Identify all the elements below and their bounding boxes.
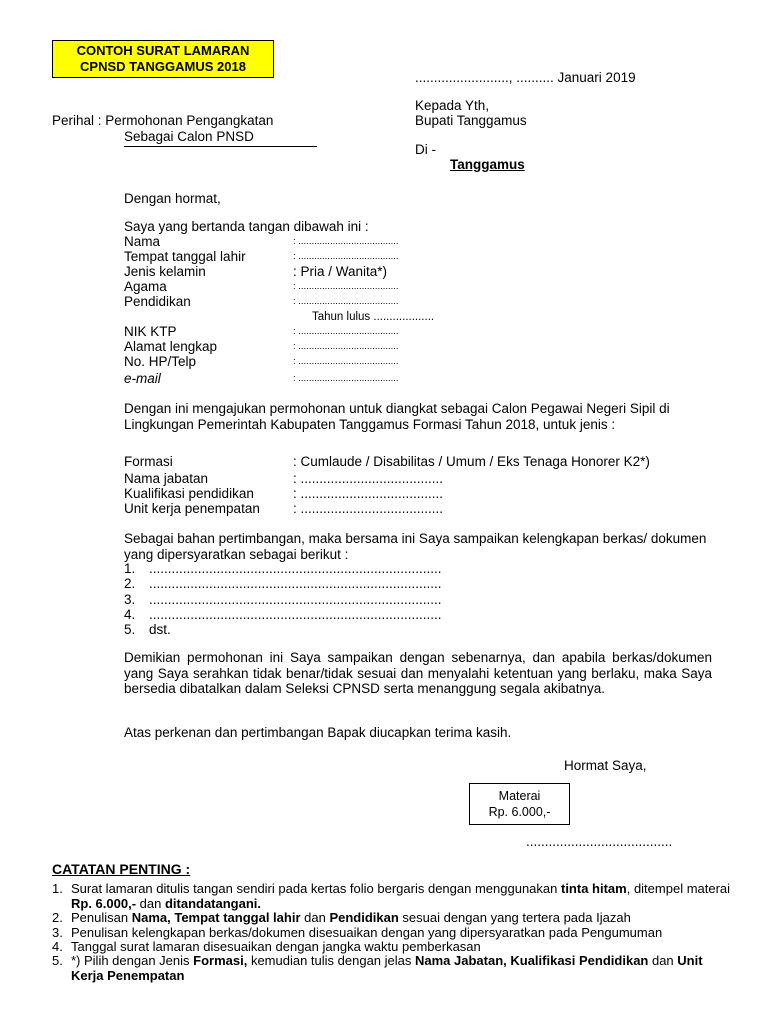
- note-text: [71, 954, 732, 983]
- note-number: 4.: [52, 939, 63, 954]
- recipient-line-3: Di -: [415, 142, 436, 157]
- field-label: e-mail: [124, 371, 161, 386]
- note-text-part: sesuai dengan yang tertera pada Ijazah: [398, 910, 631, 925]
- note-item: [52, 911, 732, 926]
- note-text: [71, 882, 732, 911]
- field-label: Nama: [124, 234, 161, 249]
- position-field-label: Kualifikasi pendidikan: [124, 486, 254, 501]
- field-label: Alamat lengkap: [124, 339, 218, 354]
- stamp-line-1: Materai: [498, 789, 541, 803]
- field-label: NIK KTP: [124, 324, 177, 339]
- field-value: : ......................................: [293, 341, 399, 352]
- recipient-line-2: Bupati Tanggamus: [415, 113, 527, 128]
- note-text-part: *) Pilih dengan Jenis: [71, 953, 194, 968]
- field-label: Agama: [124, 279, 167, 294]
- note-text-part: Unit Kerja Penempatan: [71, 953, 703, 983]
- attachments-intro: Sebagai bahan pertimbangan, maka bersama ini Saya sampaikan kelengkapan berkas/ dokumen yang dipersyaratkan sebagai berikut :: [124, 531, 707, 562]
- position-field-label: Nama jabatan: [124, 471, 209, 486]
- note-text-part: Pendidikan: [329, 910, 399, 925]
- attachment-text: dst.: [149, 622, 171, 637]
- thanks-text: Atas perkenan dan pertimbangan Bapak diucapkan terima kasih.: [124, 725, 512, 740]
- field-value: : ......................................: [293, 236, 399, 247]
- field-value: : ......................................: [293, 251, 399, 262]
- note-text-part: , ditempel materai: [626, 881, 731, 896]
- field-value: : ......................................: [293, 281, 399, 292]
- request-paragraph: Dengan ini mengajukan permohonan untuk diangkat sebagai Calon Pegawai Negeri Sipil di Lingkungan Pemerintah Kabupaten Tanggamus Formasi Tahun 2018, untuk jenis :: [124, 401, 670, 432]
- date-line: ........................., .......... Januari 2019: [415, 70, 636, 85]
- position-field-label: Unit kerja penempatan: [124, 501, 260, 516]
- subject-label: Perihal : Permohonan Pengangkatan: [52, 113, 274, 128]
- note-text-part: Surat lamaran ditulis tangan sendiri pada kertas folio bergaris dengan menggunakan: [71, 881, 561, 896]
- position-field-value: : ......................................: [293, 501, 444, 516]
- subject-underline: [124, 146, 317, 147]
- position-field-value: : Cumlaude / Disabilitas / Umum / Eks Tenaga Honorer K2*): [293, 454, 650, 469]
- field-value: Tahun lulus ...................: [312, 311, 435, 323]
- note-text-part: Rp. 6.000,-: [71, 895, 137, 911]
- greeting: Dengan hormat,: [124, 191, 221, 206]
- note-text-part: Penulisan kelengkapan berkas/dokumen disesuaikan dengan yang dipersyaratkan pada Pengumuman: [71, 925, 663, 940]
- field-label: Jenis kelamin: [124, 264, 206, 279]
- note-text-part: Penulisan: [71, 910, 132, 925]
- title-line-2: CPNSD TANGGAMUS 2018: [80, 59, 246, 74]
- title-box: [52, 40, 274, 78]
- notes-title: CATATAN PENTING :: [52, 861, 191, 877]
- signature-line: .......................................: [526, 834, 673, 849]
- attachment-number: 2.: [124, 576, 136, 591]
- attachment-number: 3.: [124, 592, 136, 607]
- note-text-part: dan: [136, 895, 165, 911]
- sign-off: Hormat Saya,: [564, 758, 647, 773]
- intro-text: Saya yang bertanda tangan dibawah ini :: [124, 219, 369, 234]
- note-text-part: dan: [300, 910, 330, 925]
- recipient-city: Tanggamus: [450, 157, 525, 172]
- field-label: Pendidikan: [124, 294, 191, 309]
- note-text-part: dan: [648, 953, 678, 968]
- note-text-part: tinta hitam: [560, 881, 627, 896]
- note-text-part: Nama, Tempat tanggal lahir: [131, 910, 301, 925]
- field-value: : ......................................: [293, 326, 399, 337]
- attachment-number: 1.: [124, 561, 136, 576]
- closing-paragraph: Demikian permohonan ini Saya sampaikan dengan sebenarnya, dan apabila berkas/dokumen yang Saya serahkan tidak benar/tidak sesuai dan menyalahi ketentuan yang berlaku, maka Saya bersedia dibatalkan dalam Seleksi CPNSD serta menanggung segala akibatnya.: [124, 650, 712, 696]
- note-number: 3.: [52, 925, 63, 940]
- note-text-part: kemudian tulis dengan jelas: [247, 953, 415, 968]
- note-text-part: Formasi,: [193, 953, 248, 968]
- attachment-text: ..............................................................................: [149, 607, 442, 622]
- field-label: No. HP/Telp: [124, 354, 197, 369]
- recipient-line-1: Kepada Yth,: [415, 98, 490, 113]
- field-value: : ......................................: [293, 296, 399, 307]
- field-value: : ......................................: [293, 373, 399, 384]
- attachment-number: 5.: [124, 622, 136, 637]
- position-field-label: Formasi: [124, 454, 173, 469]
- note-number: 2.: [52, 910, 63, 925]
- attachment-text: ..............................................................................: [149, 561, 442, 576]
- position-field-value: : ......................................: [293, 471, 444, 486]
- field-value: : Pria / Wanita*): [293, 264, 388, 279]
- subject-line-2: Sebagai Calon PNSD: [124, 129, 254, 144]
- stamp-line-2: Rp. 6.000,-: [488, 805, 551, 819]
- attachment-number: 4.: [124, 607, 136, 622]
- position-field-value: : ......................................: [293, 486, 444, 501]
- note-number: 5.: [52, 953, 63, 968]
- field-value: : ......................................: [293, 356, 399, 367]
- note-text-part: ditandatangani.: [164, 895, 262, 911]
- field-label: Tempat tanggal lahir: [124, 249, 246, 264]
- note-item: [52, 954, 732, 983]
- note-text: [71, 911, 732, 926]
- note-text-part: Tanggal surat lamaran disesuaikan dengan jangka waktu pemberkasan: [71, 939, 481, 954]
- attachment-text: ..............................................................................: [149, 592, 442, 607]
- note-item: [52, 882, 732, 911]
- stamp-box: [469, 783, 570, 825]
- title-line-1: CONTOH SURAT LAMARAN: [76, 43, 250, 58]
- note-text-part: Nama Jabatan, Kualifikasi Pendidikan: [415, 953, 649, 968]
- attachment-text: ..............................................................................: [149, 576, 442, 591]
- note-number: 1.: [52, 881, 63, 896]
